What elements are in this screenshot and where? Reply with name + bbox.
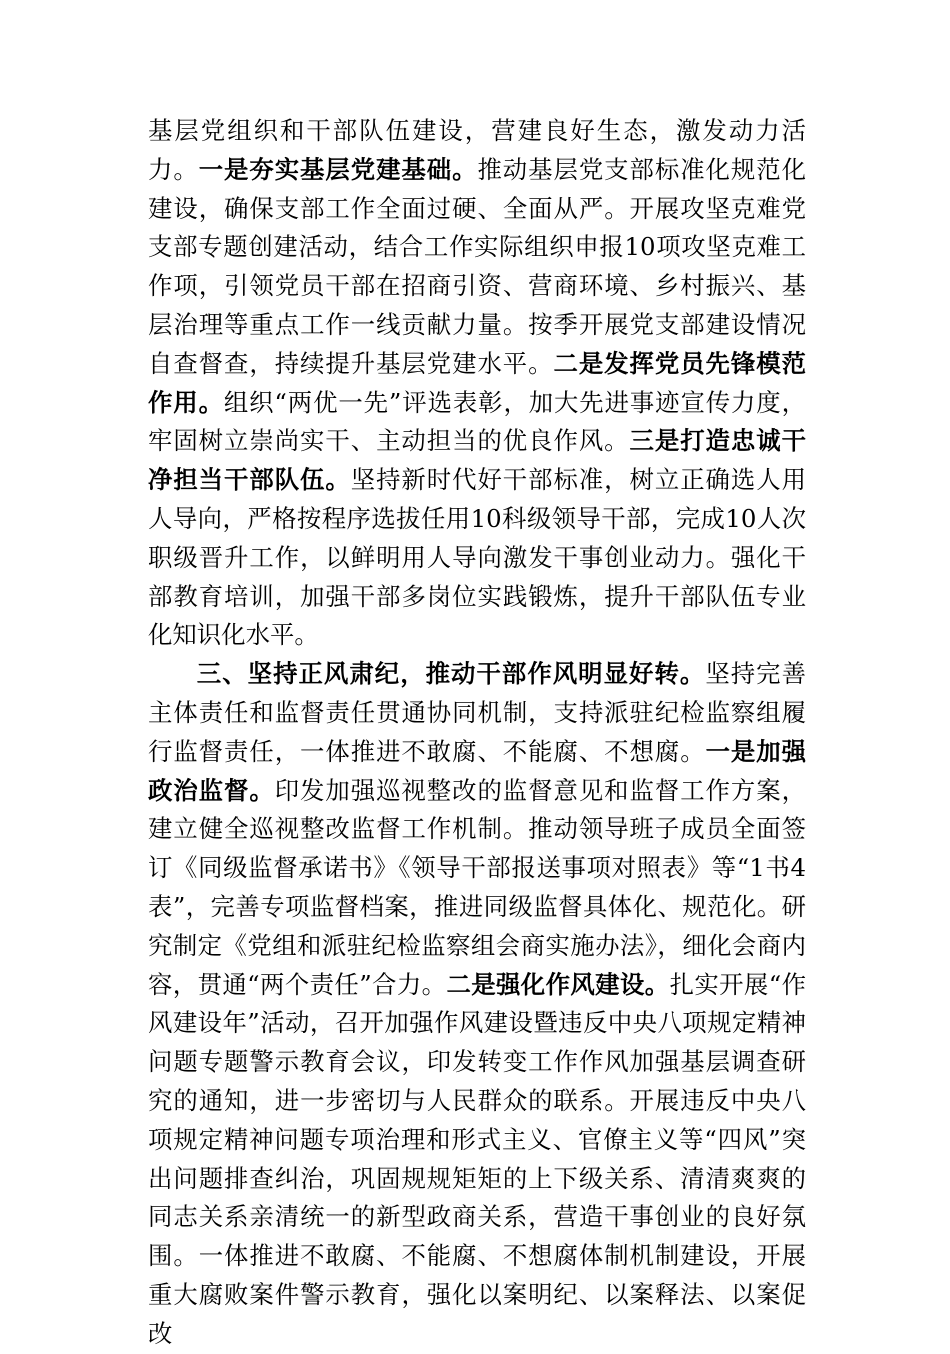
- bold-subheading: 一是加强政治监督。: [148, 736, 806, 805]
- paragraph-text: 基层党组织和干部队伍建设，营建良好生态，激发动力活力。: [148, 116, 806, 184]
- bold-subheading: 三是打造忠诚干净担当干部队伍。: [148, 426, 806, 495]
- bold-subheading: 二是发挥党员先锋模范作用。: [148, 348, 806, 417]
- body-paragraph: [148, 655, 806, 1353]
- bold-subheading: 一是夯实基层党建基础。: [198, 154, 478, 184]
- section-heading: 三、坚持正风肃纪，推动干部作风明显好转。: [196, 659, 706, 689]
- paragraph-text: 印发加强巡视整改的监督意见和监督工作方案，建立健全巡视整改监督工作机制。推动领导班子成员全面签订《同级监督承诺书》《领导干部报送事项对照表》等“1书4表”，完善专项监督档案，推进同级监督具体化、规范化。研究制定《党组和派驻纪检监察组会商实施办法》，细化会商内容，贯通“两个责任”合力。: [148, 775, 806, 999]
- body-paragraph: [148, 112, 806, 655]
- paragraph-text: 推动基层党支部标准化规范化建设，确保支部工作全面过硬、全面从严。开展攻坚克难党支部专题创建活动，结合工作实际组织申报10项攻坚克难工作项，引领党员干部在招商引资、营商环境、乡村振兴、基层治理等重点工作一线贡献力量。按季开展党支部建设情况自查督查，持续提升基层党建水平。: [148, 154, 806, 378]
- paragraph-text: 坚持完善主体责任和监督责任贯通协同机制，支持派驻纪检监察组履行监督责任，一体推进不敢腐、不能腐、不想腐。: [148, 659, 806, 766]
- bold-subheading: 二是强化作风建设。: [446, 969, 670, 999]
- document-page: [148, 112, 806, 1354]
- paragraph-text: 扎实开展“作风建设年”活动，召开加强作风建设暨违反中央八项规定精神问题专题警示教育会议，印发转变工作作风加强基层调查研究的通知，进一步密切与人民群众的联系。开展违反中央八项规定精神问题专项治理和形式主义、官僚主义等“四风”突出问题排查纠治，巩固规规矩矩的上下级关系、清清爽爽的同志关系亲清统一的新型政商关系，营造干事创业的良好氛围。一体推进不敢腐、不能腐、不想腐体制机制建设，开展重大腐败案件警示教育，强化以案明纪、以案释法、以案促改: [148, 969, 806, 1348]
- paragraph-text: 坚持新时代好干部标准，树立正确选人用人导向，严格按程序选拔任用10科级领导干部，完成10人次职级晋升工作，以鲜明用人导向激发干事创业动力。强化干部教育培训，加强干部多岗位实践锻炼，提升干部队伍专业化知识化水平。: [148, 465, 806, 650]
- paragraph-text: 组织“两优一先”评选表彰，加大先进事迹宣传力度，牢固树立崇尚实干、主动担当的优良作风。: [148, 387, 806, 456]
